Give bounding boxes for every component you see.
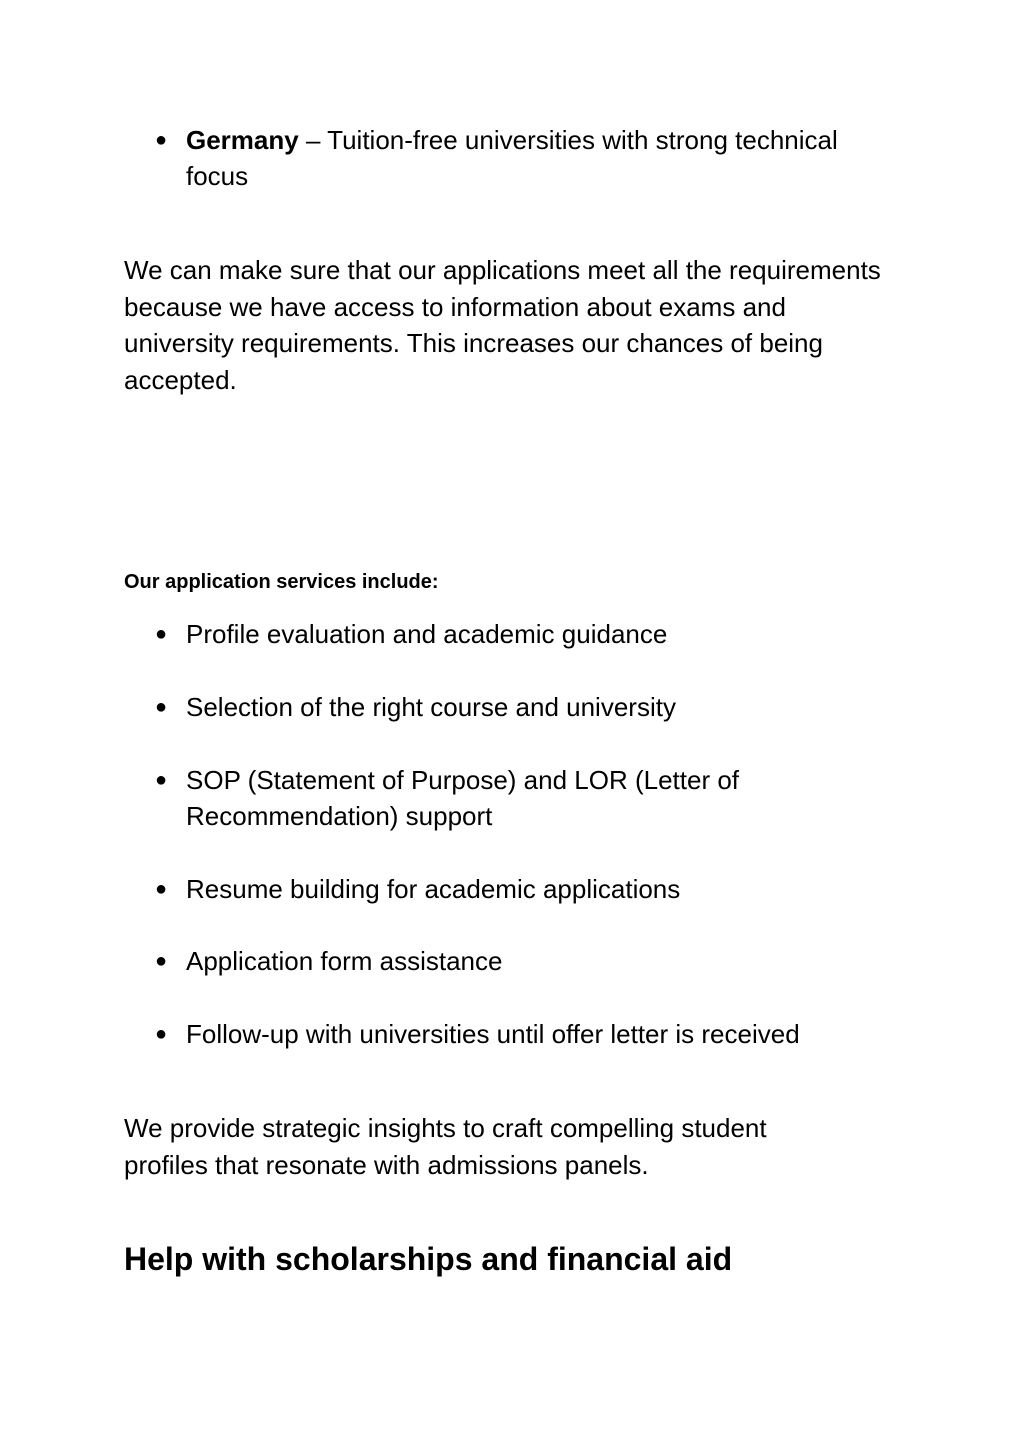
list-item-text — [186, 122, 885, 194]
country-name: Germany — [186, 125, 299, 155]
list-item — [155, 871, 885, 907]
list-item-germany — [155, 122, 885, 194]
list-item — [155, 762, 885, 834]
bullet-icon: ● — [155, 696, 168, 718]
bullet-icon: ● — [155, 1023, 168, 1045]
insights-paragraph: We provide strategic insights to craft compelling student profiles that resonate with admissions panels. — [124, 1113, 767, 1180]
bullet-icon: ● — [155, 129, 168, 151]
list-item — [155, 943, 885, 979]
list-item-text: SOP (Statement of Purpose) and LOR (Letter of Recommendation) support — [186, 765, 740, 831]
bullet-icon: ● — [155, 623, 168, 645]
list-item — [155, 616, 885, 652]
list-item-text: Profile evaluation and academic guidance — [186, 619, 668, 649]
list-item-text: Selection of the right course and university — [186, 692, 676, 722]
requirements-paragraph: We can make sure that our applications meet all the requirements because we have access to information about exams and university requirements. This increases our chances of being accepted. — [124, 255, 881, 395]
services-heading: Our application services include: — [124, 571, 439, 593]
section-heading: Help with scholarships and financial aid — [124, 1241, 733, 1277]
list-item-text: Resume building for academic applications — [186, 874, 681, 904]
country-description: – Tuition-free universities with strong technical focus — [186, 125, 838, 191]
list-item — [155, 1016, 885, 1052]
list-item — [155, 689, 885, 725]
bullet-icon: ● — [155, 769, 168, 791]
bullet-icon: ● — [155, 950, 168, 972]
list-item-text: Application form assistance — [186, 946, 503, 976]
list-item-text: Follow-up with universities until offer letter is received — [186, 1019, 800, 1049]
bullet-icon: ● — [155, 878, 168, 900]
